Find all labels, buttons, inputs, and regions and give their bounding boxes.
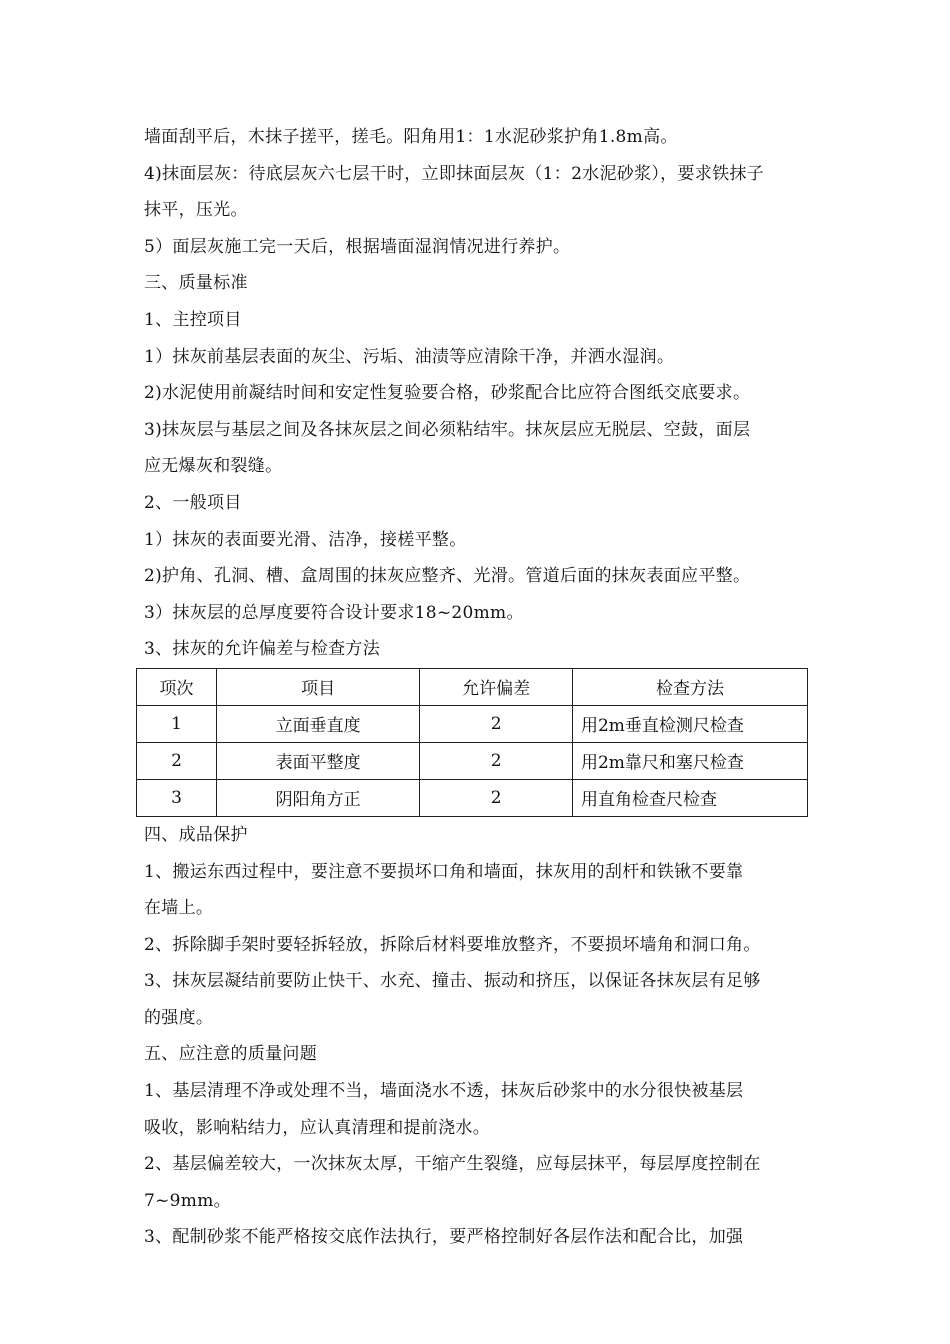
table-cell: 2 bbox=[420, 705, 573, 742]
text-block-bottom bbox=[144, 817, 824, 1256]
text-line: 2、拆除脚手架时要轻拆轻放，拆除后材料要堆放整齐，不要损坏墙角和洞口角。 bbox=[144, 934, 761, 955]
text-line: 3、配制砂浆不能严格按交底作法执行，要严格控制好各层作法和配合比，加强 bbox=[144, 1227, 744, 1248]
text-line: 2、基层偏差较大，一次抹灰太厚，干缩产生裂缝，应每层抹平，每层厚度控制在 bbox=[144, 1154, 761, 1175]
table-cell: 表面平整度 bbox=[216, 742, 419, 779]
tolerance-table bbox=[136, 668, 808, 817]
table-header-cell: 项目 bbox=[216, 668, 419, 705]
text-line: 1、搬运东西过程中，要注意不要损坏口角和墙面，抹灰用的刮杆和铁锹不要靠 bbox=[144, 861, 744, 882]
text-line: 4)抹面层灰：待底层灰六七层干时，立即抹面层灰（1：2水泥砂浆），要求铁抹子 bbox=[144, 163, 764, 184]
table-header-cell: 检查方法 bbox=[572, 668, 807, 705]
table-cell: 3 bbox=[137, 779, 217, 816]
table-header-cell: 允许偏差 bbox=[420, 668, 573, 705]
table-row bbox=[137, 779, 808, 816]
text-line: 3、抹灰层凝结前要防止快干、水充、撞击、振动和挤压，以保证各抹灰层有足够 bbox=[144, 971, 761, 992]
text-line: 1）抹灰的表面要光滑、洁净，接槎平整。 bbox=[144, 529, 467, 550]
text-line: 应无爆灰和裂缝。 bbox=[144, 456, 283, 477]
table-row bbox=[137, 742, 808, 779]
text-line: 5）面层灰施工完一天后，根据墙面湿润情况进行养护。 bbox=[144, 236, 571, 257]
text-line: 2)水泥使用前凝结时间和安定性复验要合格，砂浆配合比应符合图纸交底要求。 bbox=[144, 383, 751, 404]
subsection-heading: 3、抹灰的允许偏差与检查方法 bbox=[144, 639, 381, 660]
table-row bbox=[137, 705, 808, 742]
text-line: 墙面刮平后，木抹子搓平，搓毛。阳角用1：1水泥砂浆护角1.8m高。 bbox=[144, 127, 678, 147]
text-line: 2)护角、孔洞、槽、盒周围的抹灰应整齐、光滑。管道后面的抹灰表面应平整。 bbox=[144, 566, 751, 587]
table-cell: 2 bbox=[420, 779, 573, 816]
table-cell: 阴阳角方正 bbox=[216, 779, 419, 816]
table-cell: 1 bbox=[137, 705, 217, 742]
table-cell: 用2m垂直检测尺检查 bbox=[572, 705, 807, 742]
text-line: 抹平，压光。 bbox=[144, 200, 248, 221]
text-line: 的强度。 bbox=[144, 1007, 214, 1028]
text-line: 在墙上。 bbox=[144, 898, 214, 919]
table-cell: 2 bbox=[420, 742, 573, 779]
text-line: 3)抹灰层与基层之间及各抹灰层之间必须粘结牢。抹灰层应无脱层、空鼓，面层 bbox=[144, 419, 751, 440]
section-heading: 三、质量标准 bbox=[144, 273, 248, 294]
table-cell: 用2m靠尺和塞尺检查 bbox=[572, 742, 807, 779]
section-heading: 四、成品保护 bbox=[144, 824, 248, 845]
document-body bbox=[144, 119, 824, 1256]
table-cell: 立面垂直度 bbox=[216, 705, 419, 742]
text-line: 吸收，影响粘结力，应认真清理和提前浇水。 bbox=[144, 1117, 490, 1138]
text-line: 1、基层清理不净或处理不当，墙面浇水不透，抹灰后砂浆中的水分很快被基层 bbox=[144, 1081, 744, 1102]
text-block-top bbox=[144, 119, 824, 668]
table-header-cell: 项次 bbox=[137, 668, 217, 705]
section-heading: 五、应注意的质量问题 bbox=[144, 1044, 317, 1065]
subsection-heading: 1、主控项目 bbox=[144, 309, 242, 330]
subsection-heading: 2、一般项目 bbox=[144, 492, 242, 513]
table-cell: 用直角检查尺检查 bbox=[572, 779, 807, 816]
text-line: 3）抹灰层的总厚度要符合设计要求18~20mm。 bbox=[144, 602, 524, 623]
table-cell: 2 bbox=[137, 742, 217, 779]
text-line: 7~9mm。 bbox=[144, 1190, 231, 1211]
table-header-row bbox=[137, 668, 808, 705]
text-line: 1）抹灰前基层表面的灰尘、污垢、油渍等应清除干净，并洒水湿润。 bbox=[144, 346, 675, 367]
